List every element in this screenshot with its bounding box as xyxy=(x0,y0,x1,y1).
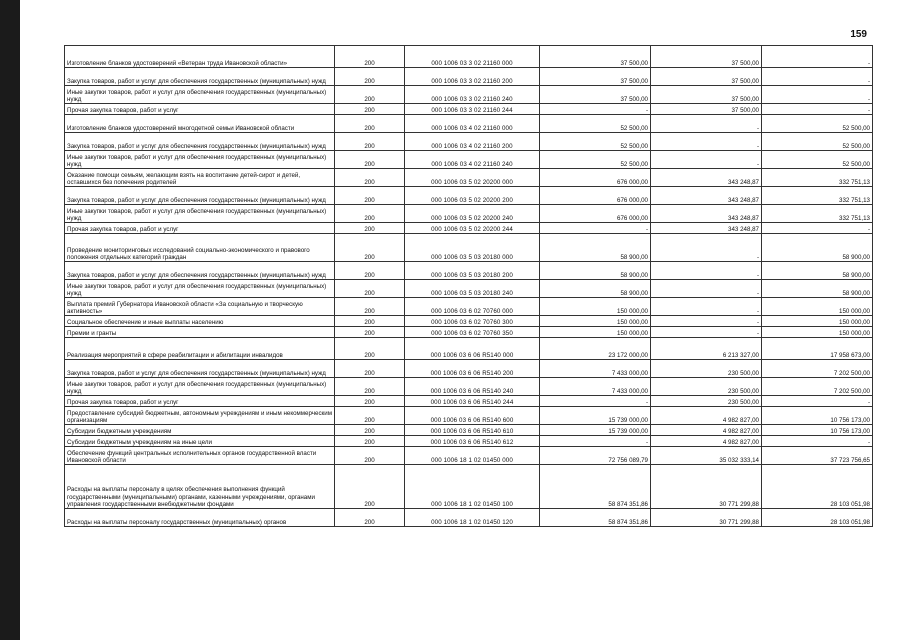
row-admin-code: 200 xyxy=(335,338,405,360)
row-unexecuted-amount: 52 500,00 xyxy=(762,133,873,151)
row-unexecuted-amount: 28 103 051,98 xyxy=(762,465,873,509)
row-unexecuted-amount: 10 756 173,00 xyxy=(762,425,873,436)
scan-edge-bar xyxy=(0,0,20,640)
row-unexecuted-amount: 58 900,00 xyxy=(762,234,873,262)
row-executed-amount: - xyxy=(651,327,762,338)
row-approved-amount: 15 739 000,00 xyxy=(540,425,651,436)
row-classification-code: 000 1006 03 6 02 70760 000 xyxy=(405,298,540,316)
row-unexecuted-amount: - xyxy=(762,68,873,86)
table-row xyxy=(65,447,873,465)
row-name: Субсидии бюджетным учреждениям xyxy=(65,425,335,436)
row-approved-amount: 23 172 000,00 xyxy=(540,338,651,360)
table-row xyxy=(65,316,873,327)
table-row xyxy=(65,104,873,115)
row-unexecuted-amount: - xyxy=(762,436,873,447)
row-approved-amount: 150 000,00 xyxy=(540,298,651,316)
row-executed-amount: - xyxy=(651,133,762,151)
row-approved-amount: 58 874 351,86 xyxy=(540,465,651,509)
row-admin-code: 200 xyxy=(335,169,405,187)
table-row xyxy=(65,509,873,527)
table-row xyxy=(65,115,873,133)
table-row xyxy=(65,338,873,360)
row-admin-code: 200 xyxy=(335,425,405,436)
row-admin-code: 200 xyxy=(335,234,405,262)
row-executed-amount: 30 771 299,88 xyxy=(651,465,762,509)
budget-table xyxy=(64,45,873,527)
row-approved-amount: 52 500,00 xyxy=(540,133,651,151)
table-row xyxy=(65,378,873,396)
table-row xyxy=(65,465,873,509)
row-executed-amount: 30 771 299,88 xyxy=(651,509,762,527)
row-executed-amount: 37 500,00 xyxy=(651,46,762,68)
row-unexecuted-amount: 7 202 500,00 xyxy=(762,360,873,378)
page-number: 159 xyxy=(850,29,867,40)
row-admin-code: 200 xyxy=(335,151,405,169)
row-admin-code: 200 xyxy=(335,396,405,407)
row-name: Закупка товаров, работ и услуг для обеспечения государственных (муниципальных) нужд xyxy=(65,360,335,378)
row-approved-amount: - xyxy=(540,104,651,115)
row-unexecuted-amount: 10 756 173,00 xyxy=(762,407,873,425)
row-approved-amount: 37 500,00 xyxy=(540,86,651,104)
row-admin-code: 200 xyxy=(335,46,405,68)
row-admin-code: 200 xyxy=(335,407,405,425)
row-admin-code: 200 xyxy=(335,86,405,104)
row-approved-amount: 37 500,00 xyxy=(540,46,651,68)
row-classification-code: 000 1006 03 5 02 20200 000 xyxy=(405,169,540,187)
row-classification-code: 000 1006 03 6 06 R5140 240 xyxy=(405,378,540,396)
row-name: Закупка товаров, работ и услуг для обеспечения государственных (муниципальных) нужд xyxy=(65,187,335,205)
row-approved-amount: 37 500,00 xyxy=(540,68,651,86)
row-classification-code: 000 1006 18 1 02 01450 120 xyxy=(405,509,540,527)
row-admin-code: 200 xyxy=(335,280,405,298)
row-name: Социальное обеспечение и иные выплаты населению xyxy=(65,316,335,327)
row-classification-code: 000 1006 03 4 02 21160 200 xyxy=(405,133,540,151)
row-unexecuted-amount: 332 751,13 xyxy=(762,205,873,223)
row-executed-amount: - xyxy=(651,115,762,133)
row-executed-amount: - xyxy=(651,151,762,169)
row-unexecuted-amount: 150 000,00 xyxy=(762,316,873,327)
row-unexecuted-amount: 58 900,00 xyxy=(762,280,873,298)
table-row xyxy=(65,298,873,316)
row-executed-amount: 343 248,87 xyxy=(651,169,762,187)
row-admin-code: 200 xyxy=(335,360,405,378)
row-classification-code: 000 1006 03 6 06 R5140 600 xyxy=(405,407,540,425)
row-admin-code: 200 xyxy=(335,68,405,86)
row-executed-amount: - xyxy=(651,298,762,316)
table-body xyxy=(65,46,873,527)
row-approved-amount: 150 000,00 xyxy=(540,327,651,338)
table-row xyxy=(65,86,873,104)
row-name: Изготовление бланков удостоверений многодетной семьи Ивановской области xyxy=(65,115,335,133)
row-executed-amount: 37 500,00 xyxy=(651,68,762,86)
row-approved-amount: 58 900,00 xyxy=(540,234,651,262)
row-classification-code: 000 1006 03 3 02 21160 244 xyxy=(405,104,540,115)
row-admin-code: 200 xyxy=(335,187,405,205)
row-executed-amount: 230 500,00 xyxy=(651,378,762,396)
table-row xyxy=(65,327,873,338)
row-unexecuted-amount: - xyxy=(762,396,873,407)
row-name: Премии и гранты xyxy=(65,327,335,338)
row-unexecuted-amount: 52 500,00 xyxy=(762,151,873,169)
row-classification-code: 000 1006 18 1 02 01450 000 xyxy=(405,447,540,465)
row-classification-code: 000 1006 03 6 06 R5140 244 xyxy=(405,396,540,407)
row-admin-code: 200 xyxy=(335,115,405,133)
row-admin-code: 200 xyxy=(335,436,405,447)
row-unexecuted-amount: - xyxy=(762,86,873,104)
row-classification-code: 000 1006 03 6 02 70760 300 xyxy=(405,316,540,327)
row-approved-amount: 72 756 089,79 xyxy=(540,447,651,465)
row-approved-amount: 52 500,00 xyxy=(540,115,651,133)
row-executed-amount: - xyxy=(651,234,762,262)
row-classification-code: 000 1006 03 6 06 R5140 000 xyxy=(405,338,540,360)
row-approved-amount: 676 000,00 xyxy=(540,169,651,187)
row-classification-code: 000 1006 03 5 03 20180 000 xyxy=(405,234,540,262)
row-name: Прочая закупка товаров, работ и услуг xyxy=(65,104,335,115)
row-executed-amount: 230 500,00 xyxy=(651,360,762,378)
table-row xyxy=(65,396,873,407)
row-executed-amount: 37 500,00 xyxy=(651,104,762,115)
row-admin-code: 200 xyxy=(335,104,405,115)
row-classification-code: 000 1006 03 5 02 20200 240 xyxy=(405,205,540,223)
table-row xyxy=(65,169,873,187)
row-name: Обеспечение функций центральных исполнительных органов государственной власти Ивановской области xyxy=(65,447,335,465)
row-approved-amount: 676 000,00 xyxy=(540,205,651,223)
row-executed-amount: 4 982 827,00 xyxy=(651,425,762,436)
row-classification-code: 000 1006 03 4 02 21160 240 xyxy=(405,151,540,169)
row-classification-code: 000 1006 03 6 02 70760 350 xyxy=(405,327,540,338)
row-approved-amount: 150 000,00 xyxy=(540,316,651,327)
row-executed-amount: - xyxy=(651,280,762,298)
row-classification-code: 000 1006 18 1 02 01450 100 xyxy=(405,465,540,509)
row-name: Иные закупки товаров, работ и услуг для обеспечения государственных (муниципальных) нужд xyxy=(65,378,335,396)
row-classification-code: 000 1006 03 6 06 R5140 610 xyxy=(405,425,540,436)
row-admin-code: 200 xyxy=(335,133,405,151)
table-row xyxy=(65,234,873,262)
row-name: Закупка товаров, работ и услуг для обеспечения государственных (муниципальных) нужд xyxy=(65,68,335,86)
row-classification-code: 000 1006 03 5 02 20200 244 xyxy=(405,223,540,234)
table-row xyxy=(65,68,873,86)
row-approved-amount: 7 433 000,00 xyxy=(540,378,651,396)
row-approved-amount: 58 900,00 xyxy=(540,280,651,298)
row-unexecuted-amount: 28 103 051,98 xyxy=(762,509,873,527)
row-approved-amount: 58 874 351,86 xyxy=(540,509,651,527)
row-classification-code: 000 1006 03 5 03 20180 200 xyxy=(405,262,540,280)
row-classification-code: 000 1006 03 3 02 21160 240 xyxy=(405,86,540,104)
row-executed-amount: 343 248,87 xyxy=(651,223,762,234)
row-name: Изготовление бланков удостоверений «Ветеран труда Ивановской области» xyxy=(65,46,335,68)
row-approved-amount: 58 900,00 xyxy=(540,262,651,280)
table-row xyxy=(65,436,873,447)
row-unexecuted-amount: - xyxy=(762,104,873,115)
row-admin-code: 200 xyxy=(335,378,405,396)
row-admin-code: 200 xyxy=(335,465,405,509)
row-name: Иные закупки товаров, работ и услуг для обеспечения государственных (муниципальных) нужд xyxy=(65,205,335,223)
row-name: Оказание помощи семьям, желающим взять на воспитание детей-сирот и детей, оставшихся без попечения родителей xyxy=(65,169,335,187)
table-row xyxy=(65,262,873,280)
row-unexecuted-amount: 17 958 673,00 xyxy=(762,338,873,360)
row-unexecuted-amount: - xyxy=(762,223,873,234)
row-admin-code: 200 xyxy=(335,262,405,280)
row-executed-amount: 4 982 827,00 xyxy=(651,407,762,425)
table-row xyxy=(65,360,873,378)
row-unexecuted-amount: 52 500,00 xyxy=(762,115,873,133)
row-unexecuted-amount: 332 751,13 xyxy=(762,187,873,205)
row-admin-code: 200 xyxy=(335,316,405,327)
row-name: Иные закупки товаров, работ и услуг для обеспечения государственных (муниципальных) нужд xyxy=(65,86,335,104)
row-classification-code: 000 1006 03 6 06 R5140 200 xyxy=(405,360,540,378)
row-unexecuted-amount: 332 751,13 xyxy=(762,169,873,187)
table-row xyxy=(65,151,873,169)
row-admin-code: 200 xyxy=(335,223,405,234)
row-classification-code: 000 1006 03 3 02 21160 000 xyxy=(405,46,540,68)
table-row xyxy=(65,425,873,436)
row-classification-code: 000 1006 03 6 06 R5140 612 xyxy=(405,436,540,447)
row-classification-code: 000 1006 03 5 03 20180 240 xyxy=(405,280,540,298)
row-unexecuted-amount: 150 000,00 xyxy=(762,298,873,316)
row-approved-amount: 7 433 000,00 xyxy=(540,360,651,378)
row-executed-amount: - xyxy=(651,316,762,327)
row-admin-code: 200 xyxy=(335,298,405,316)
row-name: Субсидии бюджетным учреждениям на иные цели xyxy=(65,436,335,447)
row-name: Закупка товаров, работ и услуг для обеспечения государственных (муниципальных) нужд xyxy=(65,133,335,151)
row-admin-code: 200 xyxy=(335,327,405,338)
row-executed-amount: 4 982 827,00 xyxy=(651,436,762,447)
row-executed-amount: - xyxy=(651,262,762,280)
row-approved-amount: 52 500,00 xyxy=(540,151,651,169)
row-name: Иные закупки товаров, работ и услуг для обеспечения государственных (муниципальных) нужд xyxy=(65,280,335,298)
table-row xyxy=(65,223,873,234)
row-admin-code: 200 xyxy=(335,447,405,465)
row-approved-amount: - xyxy=(540,223,651,234)
row-classification-code: 000 1006 03 3 02 21160 200 xyxy=(405,68,540,86)
row-admin-code: 200 xyxy=(335,205,405,223)
row-name: Закупка товаров, работ и услуг для обеспечения государственных (муниципальных) нужд xyxy=(65,262,335,280)
row-name: Прочая закупка товаров, работ и услуг xyxy=(65,396,335,407)
table-row xyxy=(65,46,873,68)
row-executed-amount: 35 032 333,14 xyxy=(651,447,762,465)
row-approved-amount: 676 000,00 xyxy=(540,187,651,205)
table-row xyxy=(65,205,873,223)
row-executed-amount: 230 500,00 xyxy=(651,396,762,407)
row-executed-amount: 37 500,00 xyxy=(651,86,762,104)
row-name: Проведение мониторинговых исследований социально-экономического и правового положения отдельных категорий граждан xyxy=(65,234,335,262)
row-name: Расходы на выплаты персоналу в целях обеспечения выполнения функций государственными (муниципальными) органами, казенными учреждениями, органами управления государственными внебюджетными фондами xyxy=(65,465,335,509)
table-row xyxy=(65,280,873,298)
row-executed-amount: 343 248,87 xyxy=(651,187,762,205)
table-row xyxy=(65,133,873,151)
row-admin-code: 200 xyxy=(335,509,405,527)
row-name: Предоставление субсидий бюджетным, автономным учреждениям и иным некоммерческим организациям xyxy=(65,407,335,425)
row-approved-amount: 15 739 000,00 xyxy=(540,407,651,425)
row-unexecuted-amount: 150 000,00 xyxy=(762,327,873,338)
row-unexecuted-amount: 58 900,00 xyxy=(762,262,873,280)
table-row xyxy=(65,407,873,425)
row-name: Реализация мероприятий в сфере реабилитации и абилитации инвалидов xyxy=(65,338,335,360)
row-approved-amount: - xyxy=(540,396,651,407)
row-unexecuted-amount: 37 723 756,65 xyxy=(762,447,873,465)
row-classification-code: 000 1006 03 4 02 21160 000 xyxy=(405,115,540,133)
row-executed-amount: 343 248,87 xyxy=(651,205,762,223)
table-row xyxy=(65,187,873,205)
row-unexecuted-amount: 7 202 500,00 xyxy=(762,378,873,396)
row-name: Прочая закупка товаров, работ и услуг xyxy=(65,223,335,234)
row-unexecuted-amount: - xyxy=(762,46,873,68)
row-classification-code: 000 1006 03 5 02 20200 200 xyxy=(405,187,540,205)
row-name: Выплата премий Губернатора Ивановской области «За социальную и творческую активность» xyxy=(65,298,335,316)
row-name: Иные закупки товаров, работ и услуг для обеспечения государственных (муниципальных) нужд xyxy=(65,151,335,169)
row-approved-amount: - xyxy=(540,436,651,447)
row-executed-amount: 6 213 327,00 xyxy=(651,338,762,360)
row-name: Расходы на выплаты персоналу государственных (муниципальных) органов xyxy=(65,509,335,527)
